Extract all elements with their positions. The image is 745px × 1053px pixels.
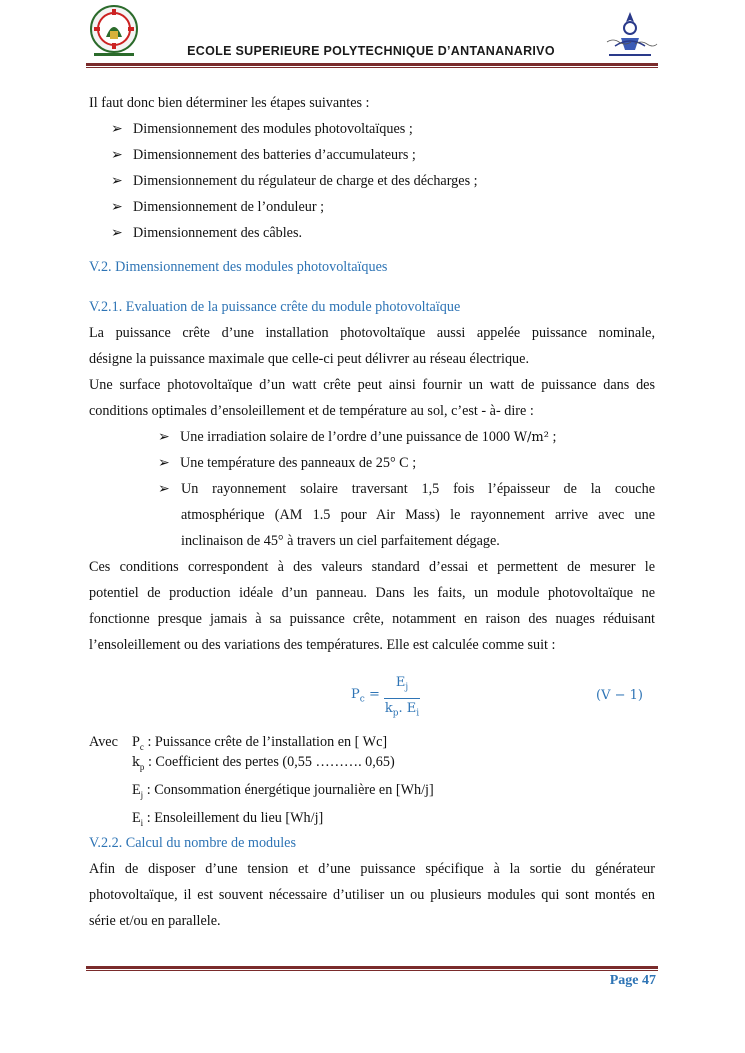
equation-lhs: $P_c$ = — [351, 687, 380, 705]
paragraph-line: Afin de disposer d’une tension et d’une puissance spécifique à la sortie du générateur — [89, 861, 655, 877]
arrow-bullet-icon: ➢ — [111, 173, 123, 189]
paragraph-line: Ces conditions correspondent à des valeurs standard d’essai et permettent de mesurer le — [89, 559, 655, 575]
equation-numerator: $E_j$ — [395, 675, 409, 693]
industrie-engineering-emblem-icon — [601, 8, 659, 60]
list-item: ➢ Dimensionnement des câbles. — [111, 220, 302, 246]
paragraph-line: Une surface photovoltaïque d’un watt crête peut ainsi fournir un watt de puissance dans des — [89, 377, 655, 393]
page-number: Page 47 — [609, 973, 656, 988]
paragraph-line: conditions optimales d’ensoleillement et de température au sol, c’est - à- dire : — [89, 403, 534, 419]
paragraph-line: photovoltaïque, il est souvent nécessaire d’utiliser un ou plusieurs modules qui sont montés en — [89, 887, 655, 903]
definition-ej: $E_j$ : Consommation énergétique journalière en [Wh/j] — [132, 782, 434, 800]
definition-ei: $E_i$ : Ensoleillement du lieu [Wh/j] — [132, 810, 324, 828]
definitions-avec: Avec — [89, 734, 118, 750]
list-item — [158, 476, 180, 502]
arrow-bullet-icon: ➢ — [111, 199, 123, 215]
list-item: ➢ Dimensionnement du régulateur de charge et des décharges ; — [111, 168, 478, 194]
fraction-bar — [384, 698, 420, 699]
footer-rule — [86, 966, 658, 969]
paragraph-line: désigne la puissance maximale que celle-ci peut délivrer au réseau électrique. — [89, 351, 529, 367]
equation-number: (V − 1) — [596, 688, 643, 703]
paragraph-line: Un rayonnement solaire traversant 1,5 fois l’épaisseur de la couche — [181, 481, 655, 497]
school-title: ECOLE SUPERIEURE POLYTECHNIQUE D’ANTANANARIVO — [187, 44, 555, 58]
arrow-bullet-icon: ➢ — [111, 225, 123, 241]
header-rule-thin — [86, 67, 658, 68]
section-heading-v22: V.2.2. Calcul du nombre de modules — [89, 835, 297, 851]
section-heading-v2: V.2. Dimensionnement des modules photovoltaïques — [89, 259, 388, 275]
equation-denominator: $k_p$. $E_i$ — [384, 700, 420, 719]
arrow-bullet-icon: ➢ — [111, 147, 123, 163]
paragraph-line: l’ensoleillement ou des variations des températures. Elle est calculée comme suit : — [89, 637, 556, 653]
paragraph-line: série et/ou en parallele. — [89, 913, 221, 929]
arrow-bullet-icon: ➢ — [158, 481, 170, 497]
list-item: ➢ Une irradiation solaire de l’ordre d’une puissance de 1000 W/m² ; — [158, 424, 556, 451]
paragraph-line: potentiel de production idéale d’un panneau. Dans les faits, un module photovoltaïque ne — [89, 585, 655, 601]
intro-text: Il faut donc bien déterminer les étapes suivantes : — [89, 95, 370, 111]
equation-fraction — [384, 675, 420, 721]
definition-kp: $k_p$ : Coefficient des pertes (0,55 ………. 0,65) — [132, 754, 395, 772]
list-item: ➢ Une température des panneaux de 25° C ; — [158, 450, 416, 476]
arrow-bullet-icon: ➢ — [158, 429, 170, 445]
list-item: ➢ Dimensionnement de l’onduleur ; — [111, 194, 324, 220]
arrow-bullet-icon: ➢ — [158, 455, 170, 471]
arrow-bullet-icon: ➢ — [111, 121, 123, 137]
paragraph-line: atmosphérique (AM 1.5 pour Air Mass) le rayonnement arrive avec une — [181, 507, 655, 523]
section-heading-v21: V.2.1. Evaluation de la puissance crête du module photovoltaïque — [89, 299, 461, 315]
list-item: ➢ Dimensionnement des modules photovoltaïques ; — [111, 116, 413, 142]
list-item: ➢ Dimensionnement des batteries d’accumulateurs ; — [111, 142, 416, 168]
paragraph-line: La puissance crête d’une installation photovoltaïque aussi appelée puissance nominale, — [89, 325, 655, 341]
definition-pc: $P_c$ : Puissance crête de l’installation en [ Wc] — [132, 734, 388, 752]
footer-rule-thin — [86, 970, 658, 971]
header-rule — [86, 63, 658, 66]
paragraph-line: fonctionne presque jamais à sa puissance crête, notamment en raison des nuages réduisant — [89, 611, 655, 627]
polytechnique-emblem-icon — [88, 3, 140, 61]
paragraph-line: inclinaison de 45° à travers un ciel parfaitement dégage. — [181, 533, 500, 549]
